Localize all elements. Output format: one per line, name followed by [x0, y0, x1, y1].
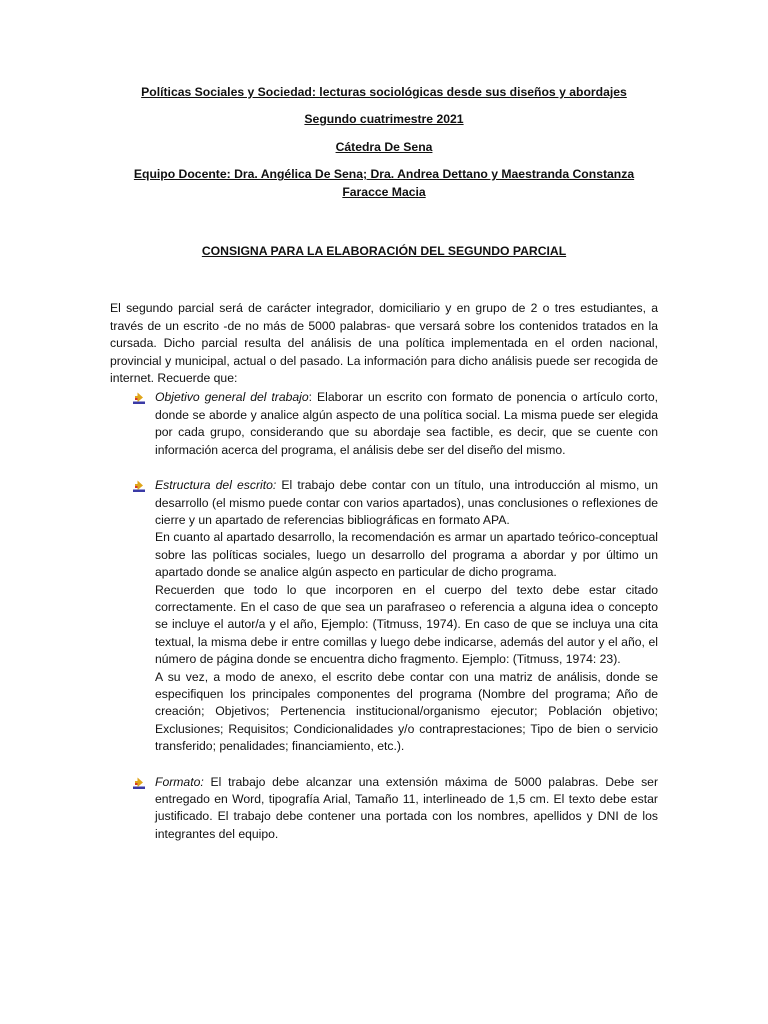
format-paragraph: [155, 774, 658, 844]
requirements-list: [110, 389, 658, 843]
structure-citation-paragraph: Recuerden que todo lo que incorporen en el cuerpo del texto debe estar citado correctamente. En el caso de que sea un parafraseo o referencia a alguna idea o concepto se incluye el autor/a y el año, Ejemplo: (Titmuss, 1974). En caso de que se incluya una cita textual, la misma debe ir entre comillas y luego debe indicarse, además del autor y el año, el número de página donde se encuentra dicho fragmento. Ejemplo: (Titmuss, 1974: 23).: [155, 582, 658, 667]
structure-annex-paragraph: A su vez, a modo de anexo, el escrito debe contar con una matriz de análisis, donde se especifiquen los principales componentes del programa (Nombre del programa; Año de creación; Objetivos; Pertenencia institucional/organismo ejecutor; Población objetivo; Exclusiones; Requisitos; Condicionalidades y/o contraprestaciones; Tipo de bien o servicio transferido; penalidades; financiamiento, etc.).: [155, 669, 658, 754]
structure-paragraph: [155, 477, 658, 529]
intro-paragraph: El segundo parcial será de carácter integrador, domiciliario y en grupo de 2 o tres estudiantes, a través de un escrito -de no más de 5000 palabras- que versará sobre los contenidos tratados en la cursada. Dicho parcial resulta del análisis de una política implementada en el orden nacional, provincial y municipal, actual o del pasado. La información para dicho análisis puede ser recogida de internet. Recuerde que:: [110, 301, 658, 386]
teaching-team-heading: Equipo Docente: Dra. Angélica De Sena; Dra. Andrea Dettano y Maestranda Constanza Faracce Macia: [133, 167, 635, 199]
objective-lead: Objetivo general del trabajo: [155, 390, 309, 405]
objective-text: : Elaborar un escrito con formato de ponencia o artículo corto, donde se aborde y analice algún aspecto de una política social. La misma puede ser elegida por cada grupo, considerando que su abordaje sea factible, es decir, que se cuente con información acerca del programa, el análisis debe ser del diseño del mismo.: [155, 390, 659, 457]
list-item-objective: [110, 389, 658, 459]
term-heading: Segundo cuatrimestre 2021: [304, 112, 464, 127]
arrow-bullet-icon: [132, 391, 146, 405]
list-item-format: [110, 774, 658, 844]
structure-text: El trabajo debe contar con un título, una introducción al mismo, un desarrollo (el mismo puede contar con varios apartados), unas conclusiones o reflexiones de cierre y un apartado de referencias bibliográficas en formato APA.: [155, 478, 658, 527]
assignment-title: CONSIGNA PARA LA ELABORACIÓN DEL SEGUNDO PARCIAL: [201, 244, 567, 259]
chair-heading: Cátedra De Sena: [335, 139, 433, 154]
course-title: Políticas Sociales y Sociedad: lecturas sociológicas desde sus diseños y abordajes: [141, 85, 627, 99]
structure-lead: Estructura del escrito:: [155, 478, 277, 493]
objective-paragraph: [155, 389, 658, 459]
structure-development-paragraph: En cuanto al apartado desarrollo, la recomendación es armar un apartado teórico-conceptual sobre las políticas sociales, luego un desarrollo del programa a abordar y por último un apartado donde se analice algún aspecto en particular de dicho programa.: [155, 530, 658, 580]
arrow-bullet-icon: [132, 479, 146, 493]
format-text: El trabajo debe alcanzar una extensión máxima de 5000 palabras. Debe ser entregado en Word, tipografía Arial, Tamaño 11, interlineado de 1,5 cm. El texto debe estar justificado. El trabajo debe contener una portada con los nombres, apellidos y DNI de los integrantes del equipo.: [155, 774, 658, 841]
list-item-structure: [110, 477, 658, 756]
format-lead: Formato:: [155, 774, 204, 789]
arrow-bullet-icon: [132, 776, 146, 790]
